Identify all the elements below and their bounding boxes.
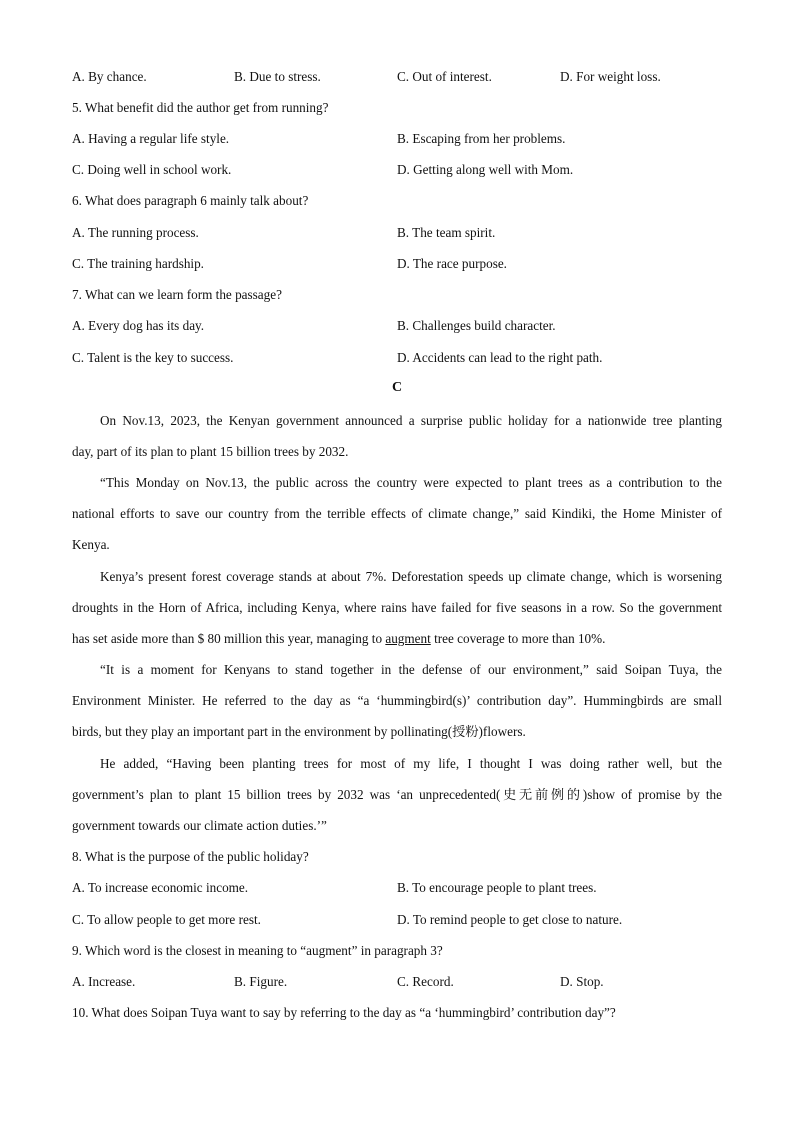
q6-option-a: A. The running process. [72,225,199,240]
paragraph-line [72,623,722,654]
paragraph-line: birds, but they play an important part in the environment by pollinating(授粉)flowers. [72,724,526,740]
paragraph-line: national efforts to save our country from the terrible effects of climate change,” said Kindiki, the Home Minister of [72,506,722,522]
q6-option-b: B. The team spirit. [397,225,496,240]
q5-option-a: A. Having a regular life style. [72,131,230,146]
q5-question: 5. What benefit did the author get from running? [72,100,329,115]
q8-option-c: C. To allow people to get more rest. [72,912,261,927]
underlined-word-augment: augment [385,631,431,647]
q6-option-d: D. The race purpose. [397,256,507,271]
q7-question: 7. What can we learn form the passage? [72,287,282,302]
paragraph-line: day, part of its plan to plant 15 billion trees by 2032. [72,444,349,460]
paragraph-line: droughts in the Horn of Africa, including Kenya, where rains have failed for five seasons in a row. So the government [72,600,722,616]
paragraph-line: Kenya’s present forest coverage stands at about 7%. Deforestation speeds up climate change, which is worsening [100,569,722,584]
q8-option-a: A. To increase economic income. [72,880,249,895]
paragraph-line: Environment Minister. He referred to the day as “a ‘hummingbird(s)’ contribution day”. Hummingbirds are small [72,693,722,709]
paragraph-line: government towards our climate action duties.’” [72,818,327,834]
q4-option-d: D. For weight loss. [560,69,661,84]
q5-option-d: D. Getting along well with Mom. [397,162,574,177]
q9-option-a: A. Increase. [72,974,136,989]
passage-paragraph-2 [72,467,722,561]
q9-option-b: B. Figure. [234,974,288,989]
q7-option-b: B. Challenges build character. [397,318,556,333]
q8-option-d: D. To remind people to get close to nature. [397,912,623,927]
q9-question: 9. Which word is the closest in meaning to “augment” in paragraph 3? [72,943,443,958]
q6-option-c: C. The training hardship. [72,256,204,271]
text-after-underline: tree coverage to more than 10%. [430,631,606,647]
q6-question: 6. What does paragraph 6 mainly talk about? [72,193,309,208]
q10-question: 10. What does Soipan Tuya want to say by referring to the day as “a ‘hummingbird’ contribution day”? [72,1005,616,1020]
paragraph-line: “It is a moment for Kenyans to stand together in the defense of our environment,” said Soipan Tuya, the [100,662,722,677]
passage-paragraph-4 [72,654,722,748]
text-before-underline: has set aside more than $ 80 million this year, managing to [72,631,386,647]
paragraph-line: government’s plan to plant 15 billion trees by 2032 was ‘an unprecedented(史无前例的)show of promise by the [72,787,722,803]
q8-option-b: B. To encourage people to plant trees. [397,880,597,895]
section-heading: C [391,380,403,395]
paragraph-line: “This Monday on Nov.13, the public across the country were expected to plant trees as a contribution to the [100,475,722,490]
q4-option-b: B. Due to stress. [234,69,321,84]
q9-option-c: C. Record. [397,974,454,989]
q9-option-d: D. Stop. [560,974,604,989]
q8-question: 8. What is the purpose of the public holiday? [72,849,309,864]
passage-paragraph-3 [72,561,722,655]
q7-option-c: C. Talent is the key to success. [72,350,234,365]
paragraph-line: Kenya. [72,537,110,553]
paragraph-line: On Nov.13, 2023, the Kenyan government announced a surprise public holiday for a nationwide tree planting [100,413,722,428]
q4-option-a: A. By chance. [72,69,147,84]
passage-paragraph-5 [72,748,722,842]
passage-paragraph-1 [72,405,722,467]
q7-option-a: A. Every dog has its day. [72,318,205,333]
paragraph-line: He added, “Having been planting trees for most of my life, I thought I was doing rather well, but the [100,756,722,771]
q5-option-c: C. Doing well in school work. [72,162,232,177]
q4-option-c: C. Out of interest. [397,69,492,84]
q7-option-d: D. Accidents can lead to the right path. [397,350,603,365]
q5-option-b: B. Escaping from her problems. [397,131,566,146]
